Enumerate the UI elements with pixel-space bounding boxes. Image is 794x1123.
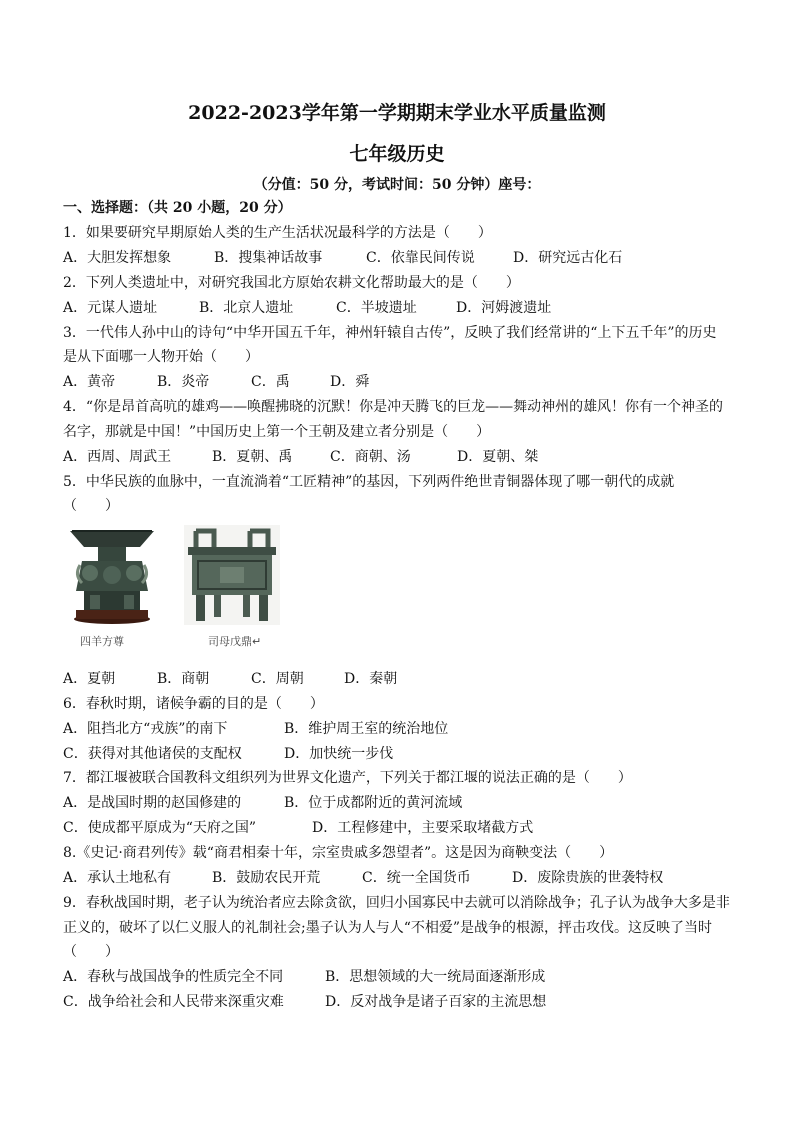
question-8-option-c: C．统一全国货币 — [362, 870, 471, 886]
question-9-stem-line-2: 正义的，破坏了以仁义服人的礼制社会;墨子认为人与人“不相爱”是战争的根源，抨击攻伐。这反映了当时 — [63, 920, 713, 936]
question-1-option-d: D．研究远古化石 — [513, 250, 623, 266]
question-6-stem: 6．春秋时期，诸候争霸的目的是（ ） — [63, 696, 324, 712]
question-2-stem: 2．下列人类遗址中，对研究我国北方原始农耕文化帮助最大的是（ ） — [63, 275, 520, 291]
question-8-option-d: D．废除贵族的世袭特权 — [512, 870, 664, 886]
question-6-option-a: A．阻挡北方“戎族”的南下 — [63, 721, 228, 737]
exam-subject: 七年级历史 — [349, 143, 445, 165]
question-5-stem-line-2: （ ） — [63, 498, 119, 514]
question-9-option-c: C．战争给社会和人民带来深重灾难 — [63, 994, 284, 1010]
question-1-option-c: C．依靠民间传说 — [366, 250, 475, 266]
question-4-stem-line-1: 4．“你是昂首高吭的雄鸡——唤醒拂晓的沉默！你是冲天腾飞的巨龙——舞动神州的雄风！你有一个神圣的 — [63, 399, 724, 415]
question-7-option-b: B．位于成都附近的黄河流域 — [284, 795, 463, 811]
question-2-option-b: B．北京人遗址 — [199, 300, 294, 316]
question-5-option-d: D．秦朝 — [344, 671, 398, 687]
question-7-stem: 7．都江堰被联合国教科文组织列为世界文化遗产，下列关于都江堰的说法正确的是（ ） — [63, 770, 632, 786]
question-8-option-a: A．承认土地私有 — [63, 870, 172, 886]
four-goat-zun-caption: 四羊方尊 — [80, 635, 124, 648]
four-goat-zun-image — [68, 525, 156, 625]
question-7-option-c: C．使成都平原成为“天府之国” — [63, 820, 257, 836]
question-4-stem-line-2: 名字，那就是中国！”中国历史上第一个王朝及建立者分别是（ ） — [63, 424, 491, 440]
question-9-option-d: D．反对战争是诸子百家的主流思想 — [325, 994, 547, 1010]
question-1-option-a: A．大胆发挥想象 — [63, 250, 172, 266]
question-2-option-d: D．河姆渡遗址 — [456, 300, 552, 316]
question-7-option-a: A．是战国时期的赵国修建的 — [63, 795, 242, 811]
simuwu-ding-image — [184, 525, 280, 625]
question-5-option-b: B．商朝 — [157, 671, 210, 687]
question-9-stem-line-1: 9．春秋战国时期，老子认为统治者应去除贪欲，回归小国寡民中去就可以消除战争；孔子认为战争大多是非 — [63, 895, 730, 911]
question-4-option-a: A．西周、周武王 — [63, 449, 172, 465]
exam-title: 2022-2023学年第一学期期末学业水平质量监测 — [188, 102, 606, 124]
question-4-option-c: C．商朝、汤 — [330, 449, 411, 465]
question-5-option-c: C．周朝 — [251, 671, 304, 687]
question-6-option-b: B．维护周王室的统治地位 — [284, 721, 449, 737]
question-4-option-d: D．夏朝、桀 — [457, 449, 539, 465]
question-2-option-a: A．元谋人遗址 — [63, 300, 158, 316]
question-3-option-a: A．黄帝 — [63, 374, 116, 390]
simuwu-ding-caption: 司母戊鼎↵ — [208, 635, 262, 648]
question-3-option-c: C．禹 — [251, 374, 290, 390]
question-6-option-d: D．加快统一步伐 — [284, 746, 394, 762]
question-8-option-b: B．鼓励农民开荒 — [212, 870, 321, 886]
exam-info: （分值：50 分，考试时间：50 分钟）座号： — [253, 177, 541, 193]
question-3-option-b: B．炎帝 — [157, 374, 210, 390]
question-3-stem-line-1: 3．一代伟人孙中山的诗句“中华开国五千年，神州轩辕自古传”，反映了我们经常讲的“上下五千年”的历史 — [63, 325, 717, 341]
question-9-option-b: B．思想领域的大一统局面逐渐形成 — [325, 969, 546, 985]
question-5-stem-line-1: 5．中华民族的血脉中，一直流淌着“工匠精神”的基因，下列两件绝世青铜器体现了哪一朝代的成就 — [63, 474, 675, 490]
question-3-option-d: D．舜 — [330, 374, 370, 390]
question-3-stem-line-2: 是从下面哪一人物开始（ ） — [63, 349, 259, 365]
question-1-stem: 1．如果要研究早期原始人类的生产生活状况最科学的方法是（ ） — [63, 225, 492, 241]
section-heading: 一、选择题：（共 20 小题，20 分） — [63, 200, 292, 216]
question-7-option-d: D．工程修建中，主要采取堵截方式 — [312, 820, 534, 836]
question-9-option-a: A．春秋与战国战争的性质完全不同 — [63, 969, 284, 985]
question-1-option-b: B．搜集神话故事 — [214, 250, 323, 266]
question-2-option-c: C．半坡遗址 — [336, 300, 417, 316]
question-8-stem: 8.《史记·商君列传》载“商君相秦十年，宗室贵戚多怨望者”。这是因为商鞅变法（ ） — [63, 845, 614, 861]
question-9-stem-line-3: （ ） — [63, 944, 119, 960]
question-6-option-c: C．获得对其他诸侯的支配权 — [63, 746, 242, 762]
question-4-option-b: B．夏朝、禹 — [212, 449, 293, 465]
question-5-option-a: A．夏朝 — [63, 671, 116, 687]
